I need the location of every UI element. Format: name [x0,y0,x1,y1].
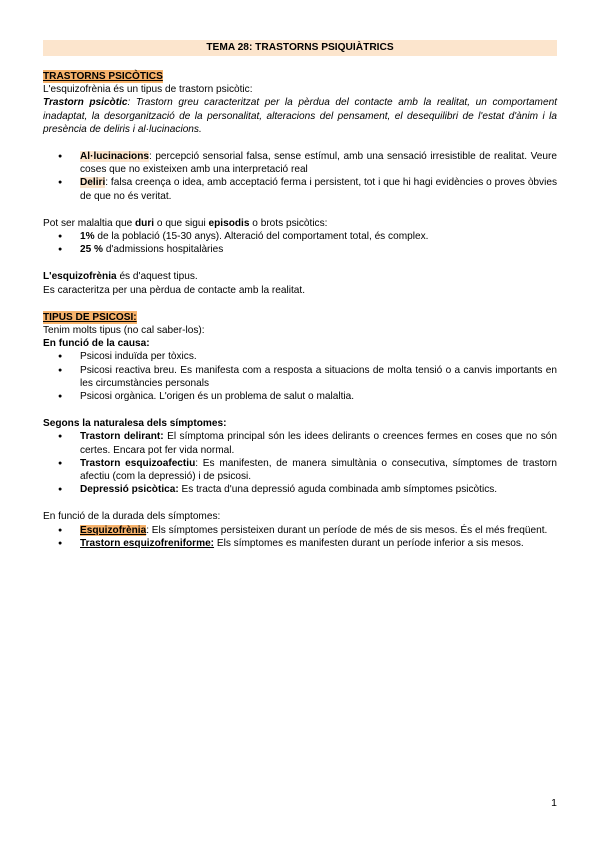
item-text: Els símptomes es manifesten durant un període inferior a sis mesos. [214,537,524,549]
term: Trastorn delirant: [80,431,164,443]
symptom-list [43,150,557,203]
stats-list [43,230,557,256]
list-item [80,537,557,550]
list-item [80,230,557,243]
term-esquizofrenia: Esquizofrènia [80,524,147,536]
term-allucinacions: Al·lucinacions [80,151,149,163]
list-item [80,150,557,176]
intro-text: Tenim molts tipus (no cal saber-los): [43,325,205,337]
section-heading-trastorns-psicotics: TRASTORNS PSICÒTICS [43,71,163,82]
document-page [43,40,557,550]
section-heading-tipus-psicosi: TIPUS DE PSICOSI: [43,311,137,323]
text-bold: L'esquizofrènia [43,271,117,283]
item-text: de la població (15-30 anys). Alteració del comportament total, és complex. [94,231,429,243]
page-title: TEMA 28: TRASTORNS PSIQUIÀTRICS [43,40,557,56]
definition-text: : Trastorn greu caracteritzat per la pèrdua del contacte amb la realitat, un comportament inadaptat, la desorganització de la personalitat, alteracions del pensament, el desequilibri de l'estat d'ànim i la presència de deliris i al·lucinacions. [43,97,557,135]
list-item: ● Psicosi reactiva breu. Es manifesta com a resposta a situacions de molta tensió o a canvis importants en les circumstàncies personals [80,364,557,390]
stat-value: 25 % [80,244,104,256]
item-text: d'admissions hospitalàries [103,244,224,256]
term-esquizofreniforme: Trastorn esquizofreniforme: [80,537,215,549]
item-text: : Els símptomes persisteixen durant un període de més de sis mesos. És el més freqüent. [146,524,548,536]
text-fragment: o brots psicòtics: [249,217,328,229]
list-item: ● Psicosi orgànica. L'origen és un problema de salut o malaltia. [80,390,557,403]
page-number: 1 [551,797,557,809]
stat-value: 1% [80,231,95,243]
item-text: : percepció sensorial falsa, sense estímul, amb una sensació irresistible de realitat. Veure coses que no existeixen amb una interpretació real [80,151,557,176]
text-fragment: o que sigui [154,217,209,229]
item-text: El símptoma principal són les idees delirants o creences fermes en coses que no són certes. Encara pot fer vida normal. [80,431,557,456]
subheading-causa: En funció de la causa: [43,338,150,350]
list-item [80,483,557,496]
term: Trastorn esquizoafectiu [80,457,196,469]
text-bold: episodis [208,217,250,229]
item-text: : Es manifesten, de manera simultània o consecutiva, símptomes de trastorn afectiu (com la depressió) i de psicosi. [80,457,557,483]
esquizofrenia-line-2: Es caracteritza per una pèrdua de contacte amb la realitat. [43,284,306,296]
definition-term: Trastorn psicòtic [43,97,128,109]
text-fragment: Pot ser malaltia que [43,217,136,229]
text-fragment: és d'aquest tipus. [116,271,198,283]
text-bold: duri [135,217,155,229]
term: Depressió psicòtica: [80,484,179,496]
item-text: Es tracta d'una depressió aguda combinada amb símptomes psicòtics. [178,484,498,496]
subheading-durada: En funció de la durada dels símptomes: [43,511,221,523]
item-text: : falsa creença o idea, amb acceptació ferma i persistent, tot i que hi hagi evidències o proves òbvies de que no és veritat. [80,177,557,202]
list-item [80,243,557,256]
can-be-paragraph [43,217,557,230]
cause-list [43,350,557,403]
term-deliri: Deliri [80,177,106,189]
list-item [80,524,557,537]
intro-text: L'esquizofrènia és un tipus de trastorn psicòtic: [43,84,253,96]
list-item [80,430,557,456]
list-item: ● Psicosi induïda per tòxics. [80,350,557,363]
list-item [80,176,557,202]
subheading-naturalesa: Segons la naturalesa dels símptomes: [43,418,227,430]
definition-paragraph [43,96,557,136]
list-item [80,457,557,483]
nature-list [43,430,557,496]
duration-list [43,524,557,550]
esquizofrenia-line [43,270,557,283]
